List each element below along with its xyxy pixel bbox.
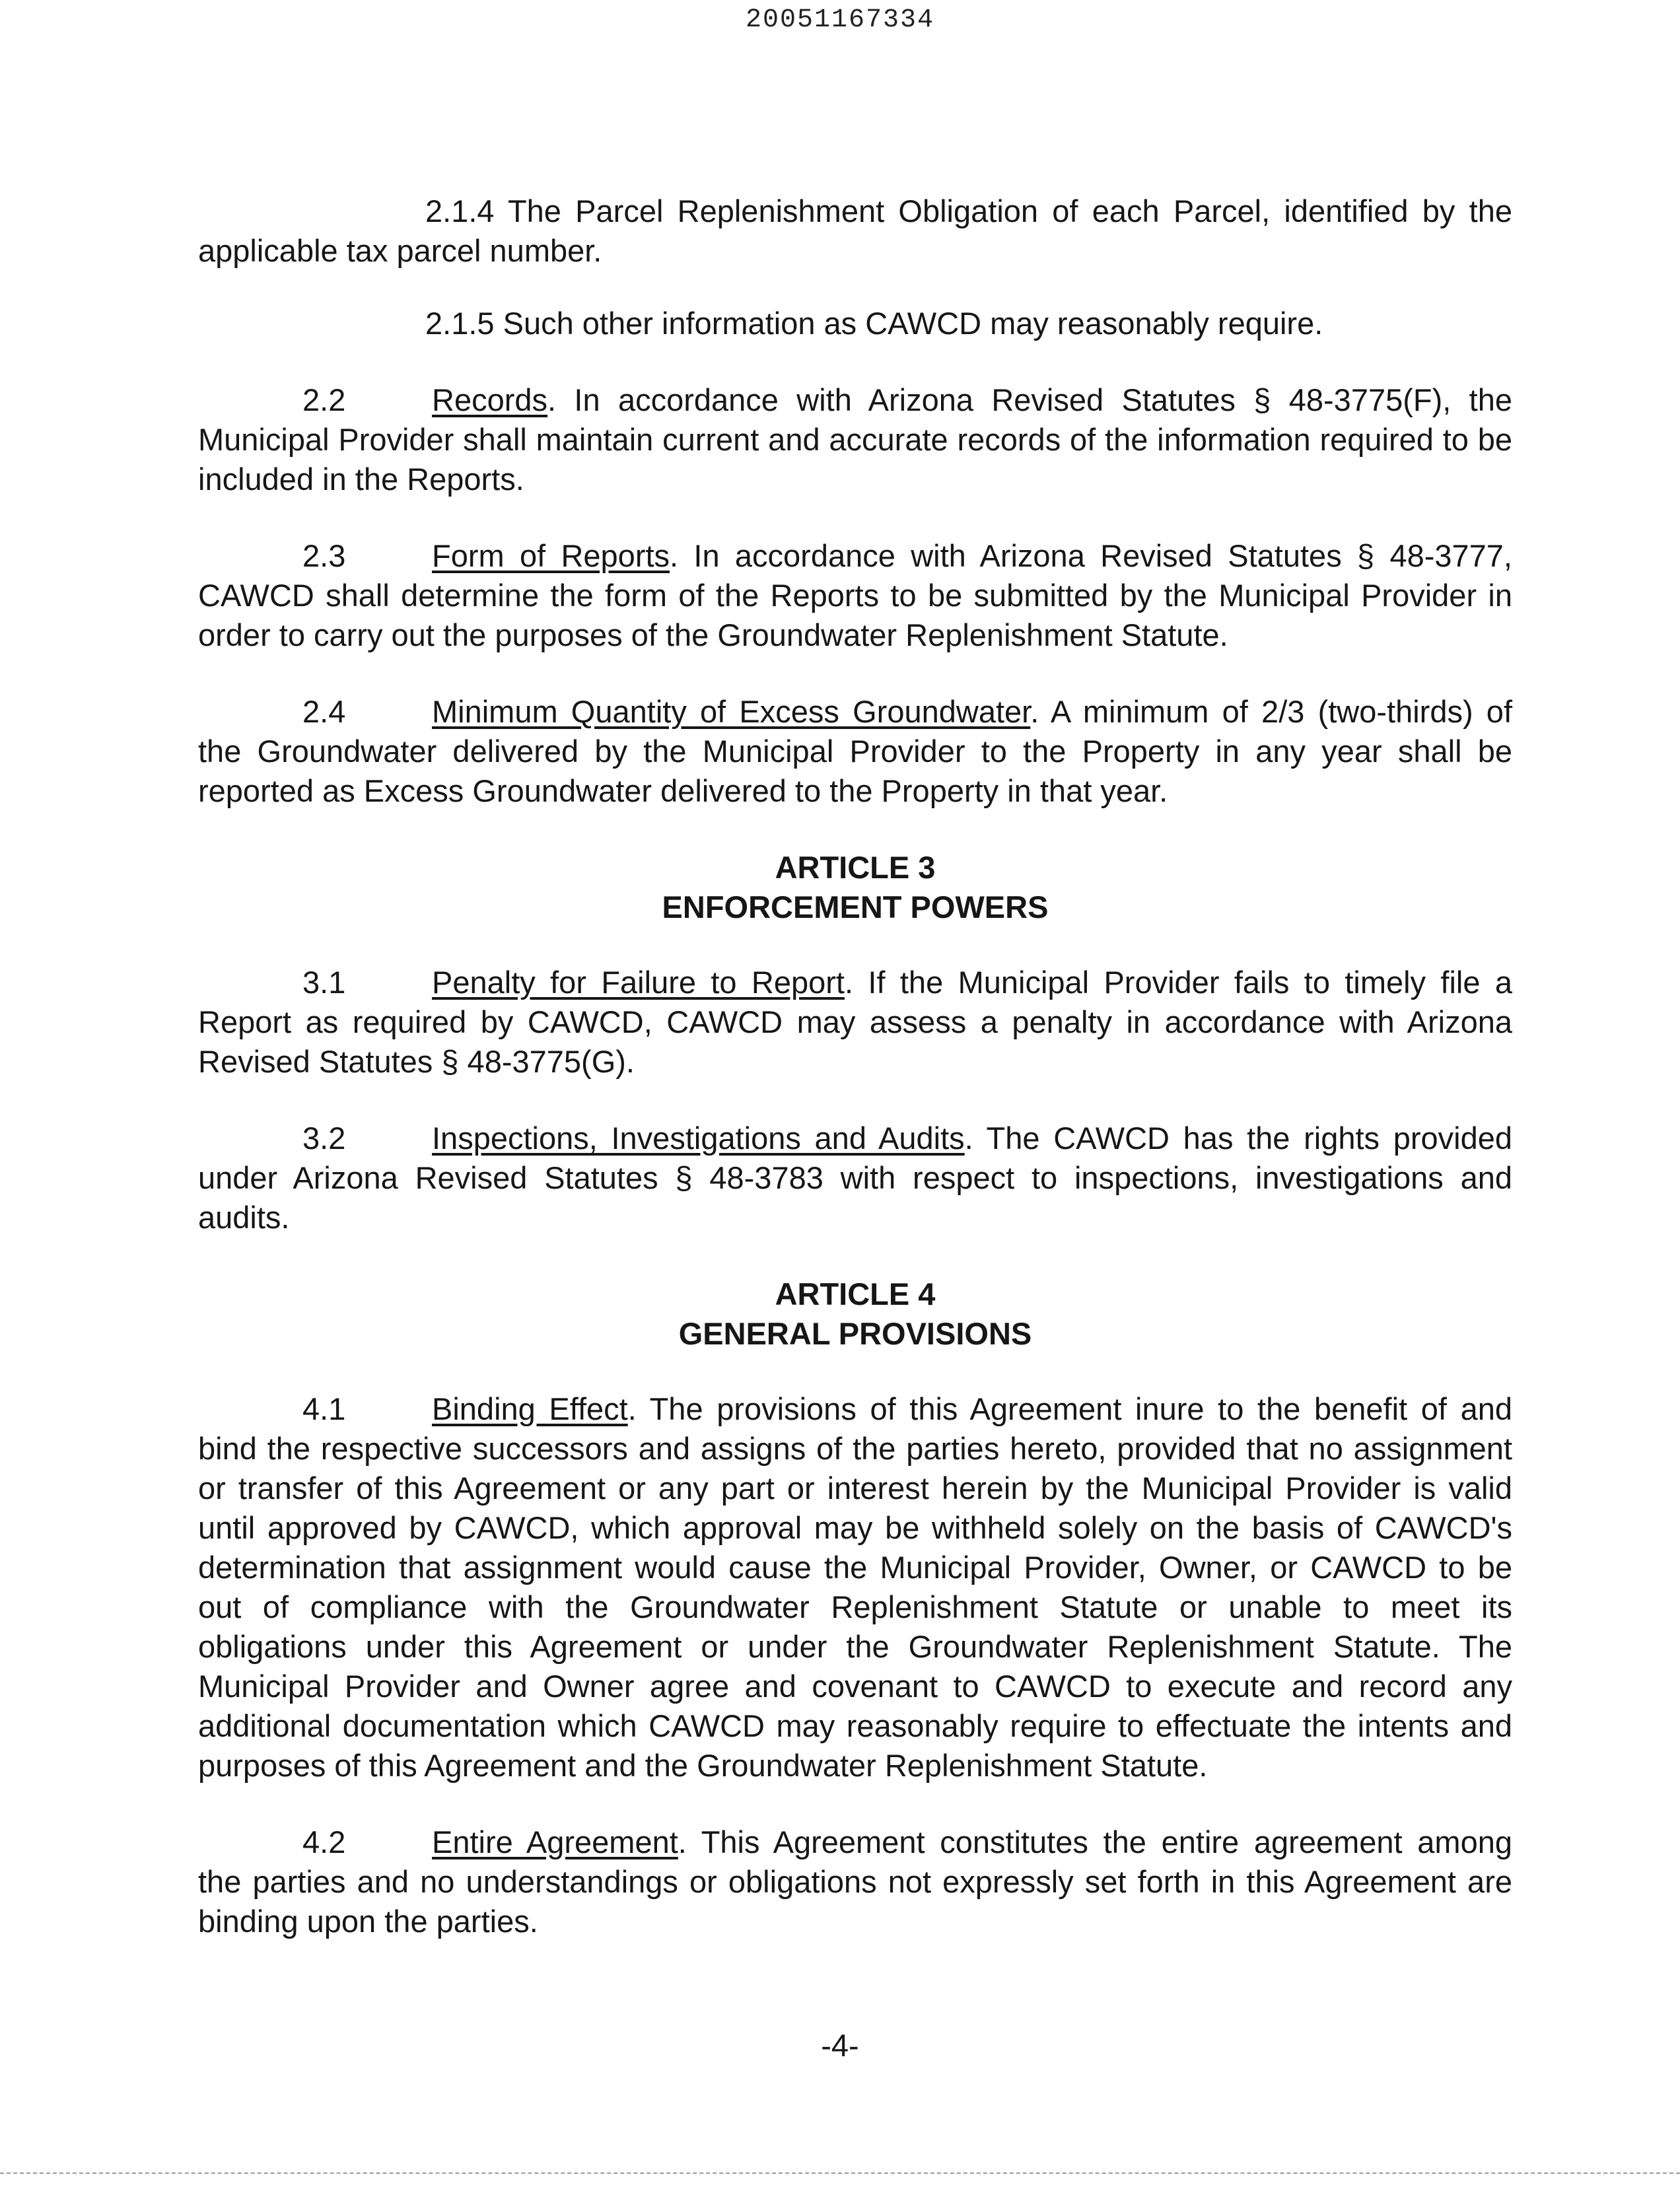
section-number: 2.1.4 [425,193,495,228]
section-4-1 [198,1389,1512,1786]
document-body [198,191,1512,1978]
section-text: . A minimum of 2/3 (two-thirds) of the Groundwater delivered by the Municipal Provider to the Property in any year shall be reported as Excess Groundwater delivered to the Property in that year. [198,694,1512,808]
article-title: GENERAL PROVISIONS [678,1316,1032,1351]
page-number: -4- [821,2028,859,2063]
section-2-3 [198,536,1512,655]
article-label: ARTICLE 3 [775,850,936,885]
section-title: Entire Agreement [432,1824,678,1859]
section-2-2 [198,380,1512,499]
section-number: 2.2 [302,382,346,417]
section-title: Form of Reports [432,538,670,573]
article-3-heading [198,848,1512,927]
section-text: The Parcel Replenishment Obligation of each Parcel, identified by the applicable tax parcel number. [198,193,1512,268]
section-number: 2.1.5 [425,306,495,341]
section-text: Such other information as CAWCD may reasonably require. [503,306,1323,341]
section-2-4 [198,692,1512,811]
section-title: Records [432,382,548,417]
section-number: 4.1 [302,1391,346,1426]
section-3-2 [198,1119,1512,1237]
section-text: . The CAWCD has the rights provided under Arizona Revised Statutes § 48-3783 with respect to inspections, investigations and audits. [198,1121,1512,1235]
section-title: Minimum Quantity of Excess Groundwater [432,694,1031,729]
section-number: 3.2 [302,1121,346,1156]
article-label: ARTICLE 4 [775,1276,936,1311]
section-4-2 [198,1822,1512,1941]
section-text: . This Agreement constitutes the entire agreement among the parties and no understandings or obligations not expressly set forth in this Agreement are binding upon the parties. [198,1824,1512,1939]
section-title: Inspections, Investigations and Audits [432,1121,965,1156]
scan-edge-divider [0,2172,1680,2174]
section-title: Penalty for Failure to Report [432,965,845,1000]
article-4-heading [198,1274,1512,1354]
section-number: 4.2 [302,1824,346,1859]
section-2-1-4 [198,191,1512,271]
section-text: . The provisions of this Agreement inure to the benefit of and bind the respective successors and assigns of the parties hereto, provided that no assignment or transfer of this Agreement or any part or interest herein by the Municipal Provider is valid until approved by CAWCD, which approval may be withheld solely on the basis of CAWCD's determination that assignment would cause the Municipal Provider, Owner, or CAWCD to be out of compliance with the Groundwater Replenishment Statute or unable to meet its obligations under this Agreement or under the Groundwater Replenishment Statute. The Municipal Provider and Owner agree and covenant to CAWCD to execute and record any additional documentation which CAWCD may reasonably require to effectuate the intents and purposes of this Agreement and the Groundwater Replenishment Statute. [198,1391,1512,1783]
document-id: 20051167334 [745,5,935,35]
section-number: 2.4 [302,694,346,729]
section-text: . In accordance with Arizona Revised Statutes § 48-3777, CAWCD shall determine the form of the Reports to be submitted by the Municipal Provider in order to carry out the purposes of the Groundwater Replenishment Statute. [198,538,1512,652]
section-3-1 [198,963,1512,1082]
section-number: 2.3 [302,538,346,573]
section-2-1-5 [198,304,1512,343]
article-title: ENFORCEMENT POWERS [662,889,1049,924]
section-text: . In accordance with Arizona Revised Statutes § 48-3775(F), the Municipal Provider shall maintain current and accurate records of the information required to be included in the Reports. [198,382,1512,497]
section-title: Binding Effect [432,1391,628,1426]
section-text: . If the Municipal Provider fails to timely file a Report as required by CAWCD, CAWCD may assess a penalty in accordance with Arizona Revised Statutes § 48-3775(G). [198,965,1512,1079]
section-number: 3.1 [302,965,346,1000]
